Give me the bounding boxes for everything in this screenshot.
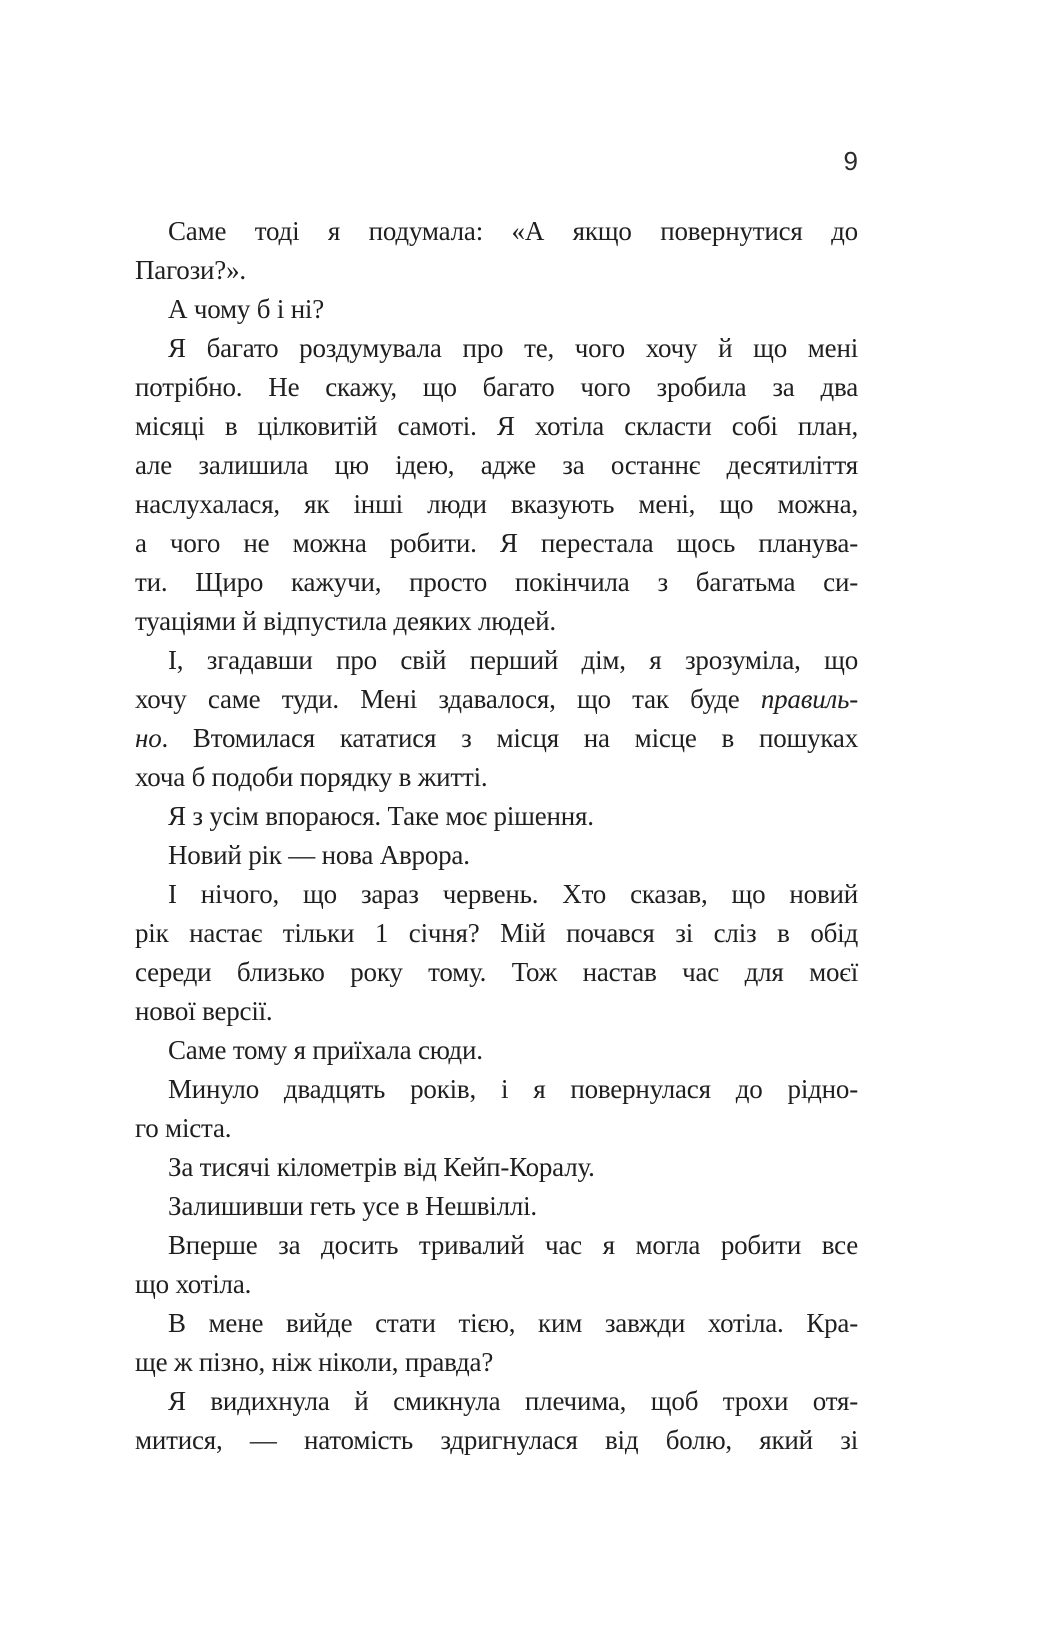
text-line: но. Втомилася кататися з місця на місце в пошуках bbox=[135, 723, 858, 753]
text-line: Саме тому я приїхала сюди. bbox=[168, 1035, 483, 1065]
paragraph bbox=[135, 875, 858, 1031]
paragraph bbox=[135, 1148, 858, 1187]
paragraph bbox=[135, 1382, 858, 1460]
text-block bbox=[135, 212, 858, 1460]
paragraph bbox=[135, 1070, 858, 1148]
text-line: рік настає тільки 1 січня? Мій почався зі сліз в обід bbox=[135, 918, 858, 948]
paragraph bbox=[135, 1031, 858, 1070]
text-line: але залишила цю ідею, адже за останнє десятиліття bbox=[135, 450, 858, 480]
text-line: І, згадавши про свій перший дім, я зрозуміла, що bbox=[168, 645, 858, 675]
text-line: Новий рік — нова Аврора. bbox=[168, 840, 470, 870]
text-line: А чому б і ні? bbox=[168, 294, 325, 324]
text-line: а чого не можна робити. Я перестала щось планува- bbox=[135, 528, 858, 558]
text-line: Саме тоді я подумала: «А якщо повернутися до bbox=[168, 216, 858, 246]
text-line: Вперше за досить тривалий час я могла робити все bbox=[168, 1230, 858, 1260]
text-line: що хотіла. bbox=[135, 1269, 252, 1299]
page-number: 9 bbox=[843, 146, 858, 176]
text-line: потрібно. Не скажу, що багато чого зробила за два bbox=[135, 372, 858, 402]
text-line: хоча б подоби порядку в житті. bbox=[135, 762, 488, 792]
text-line: хочу саме туди. Мені здавалося, що так буде правиль- bbox=[135, 684, 858, 714]
paragraph bbox=[135, 290, 858, 329]
text-line: Я видихнула й смикнула плечима, щоб трохи отя- bbox=[168, 1386, 858, 1416]
text-line: Я з усім впораюся. Таке моє рішення. bbox=[168, 801, 594, 831]
text-line: наслухалася, як інші люди вказують мені, що можна, bbox=[135, 489, 858, 519]
text-line: місяці в цілковитій самоті. Я хотіла скласти собі план, bbox=[135, 411, 858, 441]
text-line: Залишивши геть усе в Нешвіллі. bbox=[168, 1191, 537, 1221]
text-line: І нічого, що зараз червень. Хто сказав, що новий bbox=[168, 879, 858, 909]
text-line: туаціями й відпустила деяких людей. bbox=[135, 606, 556, 636]
text-line: го міста. bbox=[135, 1113, 232, 1143]
paragraph bbox=[135, 836, 858, 875]
text-line: В мене вийде стати тією, ким завжди хотіла. Кра- bbox=[168, 1308, 858, 1338]
text-line: нової версії. bbox=[135, 996, 273, 1026]
paragraph bbox=[135, 641, 858, 797]
text-line: ще ж пізно, ніж ніколи, правда? bbox=[135, 1347, 494, 1377]
text-line: Пагози?». bbox=[135, 255, 246, 285]
paragraph bbox=[135, 1304, 858, 1382]
paragraph bbox=[135, 1187, 858, 1226]
text-line: середи близько року тому. Тож настав час для моєї bbox=[135, 957, 858, 987]
paragraph bbox=[135, 797, 858, 836]
text-line: митися, — натомість здригнулася від болю, який зі bbox=[135, 1425, 858, 1455]
text-line: Я багато роздумувала про те, чого хочу й що мені bbox=[168, 333, 858, 363]
text-line: За тисячі кілометрів від Кейп-Коралу. bbox=[168, 1152, 595, 1182]
text-line: Минуло двадцять років, і я повернулася до рідно- bbox=[168, 1074, 858, 1104]
paragraph bbox=[135, 212, 858, 290]
paragraph bbox=[135, 1226, 858, 1304]
paragraph bbox=[135, 329, 858, 641]
text-line: ти. Щиро кажучи, просто покінчила з багатьма си- bbox=[135, 567, 858, 597]
